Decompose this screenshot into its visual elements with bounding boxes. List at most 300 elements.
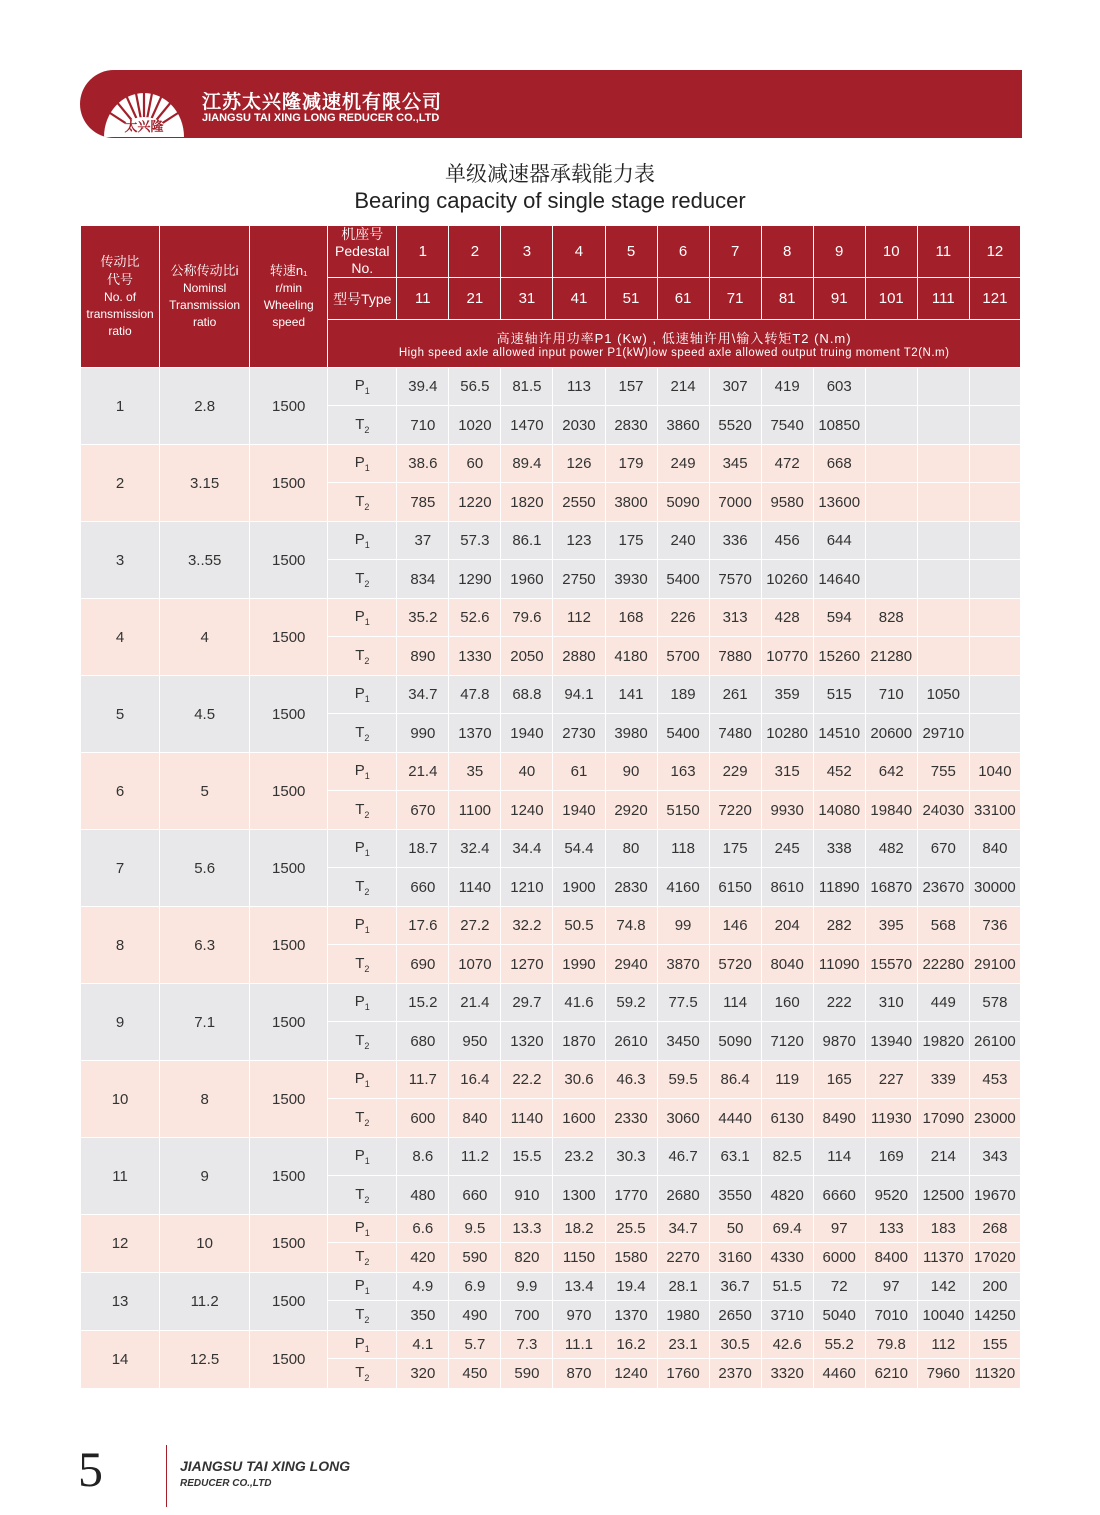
p1-value-cell: 74.8 [605,907,657,945]
t2-value-cell: 14640 [813,560,865,599]
p1-value-cell: 52.6 [449,599,501,637]
p1-value-cell: 69.4 [761,1215,813,1243]
t2-value-cell: 1140 [501,1099,553,1138]
header-pedestal-label: 机座号 Pedestal No. [328,226,397,278]
t2-value-cell: 4820 [761,1176,813,1215]
p1-label: $P_1$ [328,1331,397,1359]
t2-label: $T_2$ [328,637,397,676]
p1-value-cell: 395 [865,907,917,945]
table-row [81,907,1021,945]
t2-value-cell: 24030 [917,791,969,830]
t2-value-cell: 4180 [605,637,657,676]
t2-value-cell: 4440 [709,1099,761,1138]
p1-value-cell: 515 [813,676,865,714]
t2-value-cell: 3980 [605,714,657,753]
t2-value-cell: 320 [397,1359,449,1389]
p1-value-cell: 4.9 [397,1273,449,1301]
t2-value-cell: 20600 [865,714,917,753]
t2-value-cell: 5400 [657,714,709,753]
p1-label: $P_1$ [328,1061,397,1099]
t2-value-cell: 5520 [709,406,761,445]
p1-value-cell: 141 [605,676,657,714]
p1-value-cell: 670 [917,830,969,868]
p1-value-cell: 5.7 [449,1331,501,1359]
p1-value-cell: 578 [969,984,1020,1022]
p1-value-cell: 35.2 [397,599,449,637]
row-speed-cell: 1500 [250,907,328,984]
t2-value-cell: 2610 [605,1022,657,1061]
table-row [81,522,1021,560]
t2-value-cell [917,483,969,522]
p1-value-cell: 214 [657,368,709,406]
t2-label: $T_2$ [328,791,397,830]
t2-value-cell: 23000 [969,1099,1020,1138]
p1-value-cell: 449 [917,984,969,1022]
t2-value-cell: 11890 [813,868,865,907]
t2-value-cell: 1770 [605,1176,657,1215]
p1-value-cell: 840 [969,830,1020,868]
type-no: 111 [917,278,969,320]
p1-value-cell: 21.4 [397,753,449,791]
p1-value-cell: 38.6 [397,445,449,483]
p1-value-cell: 27.2 [449,907,501,945]
t2-value-cell: 7480 [709,714,761,753]
t2-value-cell: 4460 [813,1359,865,1389]
p1-value-cell: 175 [605,522,657,560]
t2-value-cell [865,406,917,445]
t2-value-cell: 14250 [969,1301,1020,1331]
row-no-cell: 4 [81,599,160,676]
p1-value-cell: 89.4 [501,445,553,483]
t2-value-cell: 2550 [553,483,605,522]
p1-value-cell: 282 [813,907,865,945]
table-row [81,1273,1021,1301]
t2-value-cell: 2730 [553,714,605,753]
t2-value-cell: 1940 [501,714,553,753]
p1-value-cell: 482 [865,830,917,868]
p1-value-cell [969,599,1020,637]
t2-value-cell [917,560,969,599]
table-row [81,830,1021,868]
t2-value-cell: 3860 [657,406,709,445]
pedestal-no: 7 [709,226,761,278]
row-speed-cell: 1500 [250,676,328,753]
p1-value-cell: 126 [553,445,605,483]
p1-value-cell: 72 [813,1273,865,1301]
t2-value-cell: 1150 [553,1243,605,1273]
t2-value-cell: 9520 [865,1176,917,1215]
t2-value-cell: 3710 [761,1301,813,1331]
p1-label: $P_1$ [328,445,397,483]
t2-value-cell: 17090 [917,1099,969,1138]
p1-value-cell [969,445,1020,483]
t2-value-cell: 3800 [605,483,657,522]
p1-value-cell: 28.1 [657,1273,709,1301]
t2-value-cell [865,483,917,522]
t2-value-cell: 350 [397,1301,449,1331]
t2-value-cell: 2370 [709,1359,761,1389]
row-ratio-cell: 5.6 [160,830,250,907]
p1-value-cell: 9.5 [449,1215,501,1243]
p1-value-cell: 1050 [917,676,969,714]
t2-value-cell: 785 [397,483,449,522]
row-ratio-cell: 4 [160,599,250,676]
t2-value-cell: 1900 [553,868,605,907]
p1-value-cell: 165 [813,1061,865,1099]
t2-label: $T_2$ [328,1099,397,1138]
p1-value-cell: 452 [813,753,865,791]
t2-value-cell: 10770 [761,637,813,676]
t2-value-cell: 420 [397,1243,449,1273]
p1-value-cell: 36.7 [709,1273,761,1301]
row-speed-cell: 1500 [250,753,328,830]
p1-value-cell: 668 [813,445,865,483]
pedestal-no: 5 [605,226,657,278]
p1-value-cell: 200 [969,1273,1020,1301]
logo-text: 太兴隆 [124,120,164,135]
t2-label: $T_2$ [328,868,397,907]
p1-value-cell [865,522,917,560]
row-ratio-cell: 10 [160,1215,250,1273]
row-ratio-cell: 7.1 [160,984,250,1061]
row-speed-cell: 1500 [250,1215,328,1273]
p1-value-cell: 642 [865,753,917,791]
t2-value-cell: 1870 [553,1022,605,1061]
t2-value-cell: 7570 [709,560,761,599]
p1-value-cell: 249 [657,445,709,483]
pedestal-no: 4 [553,226,605,278]
t2-value-cell: 7220 [709,791,761,830]
p1-value-cell: 41.6 [553,984,605,1022]
p1-value-cell: 113 [553,368,605,406]
row-no-cell: 7 [81,830,160,907]
p1-label: $P_1$ [328,522,397,560]
page-title-en: Bearing capacity of single stage reducer [354,188,746,213]
pedestal-no: 8 [761,226,813,278]
p1-value-cell: 339 [917,1061,969,1099]
p1-label: $P_1$ [328,676,397,714]
t2-value-cell: 2270 [657,1243,709,1273]
pedestal-no: 11 [917,226,969,278]
t2-value-cell: 9870 [813,1022,865,1061]
pedestal-no: 1 [397,226,449,278]
p1-value-cell: 46.7 [657,1138,709,1176]
t2-label: $T_2$ [328,1022,397,1061]
t2-value-cell: 22280 [917,945,969,984]
t2-value-cell: 5040 [813,1301,865,1331]
p1-value-cell: 40 [501,753,553,791]
t2-value-cell: 700 [501,1301,553,1331]
t2-value-cell: 3160 [709,1243,761,1273]
type-no: 81 [761,278,813,320]
t2-value-cell: 10280 [761,714,813,753]
p1-value-cell: 51.5 [761,1273,813,1301]
table-row [81,984,1021,1022]
t2-value-cell: 16870 [865,868,917,907]
row-no-cell: 6 [81,753,160,830]
p1-value-cell: 338 [813,830,865,868]
table-row [81,1061,1021,1099]
p1-value-cell: 32.2 [501,907,553,945]
t2-value-cell: 7960 [917,1359,969,1389]
p1-value-cell: 568 [917,907,969,945]
t2-value-cell: 6660 [813,1176,865,1215]
t2-value-cell: 8040 [761,945,813,984]
p1-value-cell: 226 [657,599,709,637]
t2-value-cell: 10260 [761,560,813,599]
t2-value-cell: 11930 [865,1099,917,1138]
p1-value-cell: 133 [865,1215,917,1243]
p1-value-cell: 42.6 [761,1331,813,1359]
t2-value-cell [917,406,969,445]
row-speed-cell: 1500 [250,445,328,522]
p1-value-cell: 30.6 [553,1061,605,1099]
p1-value-cell: 142 [917,1273,969,1301]
t2-value-cell: 8610 [761,868,813,907]
p1-label: $P_1$ [328,1215,397,1243]
p1-value-cell: 183 [917,1215,969,1243]
t2-label: $T_2$ [328,714,397,753]
t2-value-cell: 5090 [657,483,709,522]
p1-value-cell: 11.1 [553,1331,605,1359]
p1-label: $P_1$ [328,1138,397,1176]
p1-value-cell: 15.2 [397,984,449,1022]
p1-value-cell: 755 [917,753,969,791]
p1-value-cell: 30.3 [605,1138,657,1176]
footer-divider [166,1445,167,1507]
p1-value-cell: 86.1 [501,522,553,560]
t2-value-cell: 9580 [761,483,813,522]
p1-value-cell: 34.7 [657,1215,709,1243]
pedestal-no: 10 [865,226,917,278]
p1-value-cell: 114 [709,984,761,1022]
t2-value-cell: 1100 [449,791,501,830]
p1-value-cell: 8.6 [397,1138,449,1176]
p1-value-cell: 86.4 [709,1061,761,1099]
table-row [81,1138,1021,1176]
p1-value-cell: 13.3 [501,1215,553,1243]
type-no: 21 [449,278,501,320]
t2-value-cell: 19840 [865,791,917,830]
t2-value-cell: 17020 [969,1243,1020,1273]
row-ratio-cell: 5 [160,753,250,830]
type-no: 41 [553,278,605,320]
t2-value-cell: 10040 [917,1301,969,1331]
p1-value-cell [917,522,969,560]
t2-value-cell: 19670 [969,1176,1020,1215]
t2-value-cell: 690 [397,945,449,984]
table-row [81,368,1021,406]
type-no: 101 [865,278,917,320]
t2-value-cell [969,714,1020,753]
p1-value-cell: 456 [761,522,813,560]
p1-value-cell: 15.5 [501,1138,553,1176]
p1-label: $P_1$ [328,907,397,945]
table-row [81,753,1021,791]
t2-value-cell: 1990 [553,945,605,984]
t2-value-cell: 1140 [449,868,501,907]
t2-value-cell: 2920 [605,791,657,830]
t2-value-cell: 7010 [865,1301,917,1331]
pedestal-no: 9 [813,226,865,278]
t2-value-cell: 8490 [813,1099,865,1138]
p1-value-cell: 34.7 [397,676,449,714]
row-ratio-cell: 8 [160,1061,250,1138]
header-units-subheader [328,320,1021,368]
t2-value-cell: 14510 [813,714,865,753]
row-no-cell: 3 [81,522,160,599]
p1-value-cell: 453 [969,1061,1020,1099]
t2-value-cell: 1960 [501,560,553,599]
t2-value-cell: 30000 [969,868,1020,907]
p1-value-cell: 160 [761,984,813,1022]
p1-value-cell: 97 [865,1273,917,1301]
t2-value-cell: 3060 [657,1099,709,1138]
p1-value-cell [917,368,969,406]
footer-company-line2: REDUCER CO.,LTD [180,1478,272,1489]
p1-value-cell: 50.5 [553,907,605,945]
p1-value-cell: 710 [865,676,917,714]
table-row [81,1215,1021,1243]
t2-value-cell: 670 [397,791,449,830]
p1-value-cell: 23.2 [553,1138,605,1176]
row-ratio-cell: 4.5 [160,676,250,753]
p1-value-cell: 594 [813,599,865,637]
t2-value-cell: 5090 [709,1022,761,1061]
t2-value-cell: 2830 [605,406,657,445]
company-name-cn: 江苏太兴隆减速机有限公司 [202,91,443,113]
t2-value-cell: 450 [449,1359,501,1389]
header-banner [80,70,1022,138]
t2-value-cell: 2030 [553,406,605,445]
row-speed-cell: 1500 [250,1061,328,1138]
t2-value-cell: 19820 [917,1022,969,1061]
p1-value-cell: 175 [709,830,761,868]
t2-value-cell: 10850 [813,406,865,445]
t2-value-cell: 680 [397,1022,449,1061]
t2-value-cell: 600 [397,1099,449,1138]
p1-value-cell: 419 [761,368,813,406]
p1-value-cell: 472 [761,445,813,483]
p1-value-cell: 315 [761,753,813,791]
p1-value-cell [969,368,1020,406]
bearing-capacity-table [80,225,1021,1389]
t2-value-cell: 660 [449,1176,501,1215]
p1-value-cell: 61 [553,753,605,791]
row-no-cell: 2 [81,445,160,522]
t2-value-cell: 13600 [813,483,865,522]
t2-value-cell: 2330 [605,1099,657,1138]
p1-value-cell: 428 [761,599,813,637]
p1-label: $P_1$ [328,1273,397,1301]
t2-value-cell: 1070 [449,945,501,984]
t2-label: $T_2$ [328,1176,397,1215]
table-body [81,368,1021,1389]
row-ratio-cell: 12.5 [160,1331,250,1389]
row-speed-cell: 1500 [250,1331,328,1389]
p1-label: $P_1$ [328,368,397,406]
p1-label: $P_1$ [328,753,397,791]
type-no: 31 [501,278,553,320]
t2-value-cell [917,637,969,676]
page-number: 5 [78,1441,103,1497]
p1-value-cell: 163 [657,753,709,791]
type-no: 11 [397,278,449,320]
t2-value-cell: 1370 [449,714,501,753]
row-no-cell: 14 [81,1331,160,1389]
p1-value-cell: 59.2 [605,984,657,1022]
t2-value-cell: 12500 [917,1176,969,1215]
p1-value-cell: 6.6 [397,1215,449,1243]
row-no-cell: 8 [81,907,160,984]
t2-value-cell: 1240 [501,791,553,830]
p1-value-cell: 603 [813,368,865,406]
type-no: 51 [605,278,657,320]
p1-value-cell: 112 [553,599,605,637]
p1-value-cell: 60 [449,445,501,483]
p1-value-cell: 16.2 [605,1331,657,1359]
t2-value-cell: 15260 [813,637,865,676]
type-no: 61 [657,278,709,320]
p1-value-cell: 313 [709,599,761,637]
t2-value-cell: 5700 [657,637,709,676]
t2-value-cell: 834 [397,560,449,599]
p1-value-cell [865,445,917,483]
pedestal-no: 12 [969,226,1020,278]
table-row [81,1331,1021,1359]
t2-value-cell: 13940 [865,1022,917,1061]
t2-value-cell [969,406,1020,445]
row-no-cell: 12 [81,1215,160,1273]
t2-value-cell: 2680 [657,1176,709,1215]
row-ratio-cell: 6.3 [160,907,250,984]
p1-label: $P_1$ [328,830,397,868]
row-no-cell: 1 [81,368,160,445]
p1-value-cell: 7.3 [501,1331,553,1359]
header-nominal-ratio: 公称传动比i Nominsl Transmission ratio [160,226,250,368]
p1-value-cell: 50 [709,1215,761,1243]
p1-value-cell: 168 [605,599,657,637]
p1-value-cell: 1040 [969,753,1020,791]
t2-value-cell: 7120 [761,1022,813,1061]
t2-label: $T_2$ [328,406,397,445]
p1-value-cell: 82.5 [761,1138,813,1176]
p1-value-cell: 25.5 [605,1215,657,1243]
t2-label: $T_2$ [328,560,397,599]
t2-value-cell: 23670 [917,868,969,907]
t2-value-cell [865,560,917,599]
p1-value-cell: 16.4 [449,1061,501,1099]
t2-value-cell: 490 [449,1301,501,1331]
p1-value-cell: 4.1 [397,1331,449,1359]
t2-value-cell: 870 [553,1359,605,1389]
t2-value-cell: 1330 [449,637,501,676]
row-no-cell: 13 [81,1273,160,1331]
row-speed-cell: 1500 [250,368,328,445]
t2-value-cell [969,560,1020,599]
p1-value-cell: 19.4 [605,1273,657,1301]
t2-value-cell: 21280 [865,637,917,676]
t2-value-cell: 7000 [709,483,761,522]
t2-value-cell: 5400 [657,560,709,599]
t2-value-cell: 2830 [605,868,657,907]
t2-value-cell: 1760 [657,1359,709,1389]
row-no-cell: 10 [81,1061,160,1138]
p1-value-cell: 21.4 [449,984,501,1022]
p1-value-cell: 77.5 [657,984,709,1022]
t2-label: $T_2$ [328,1359,397,1389]
t2-value-cell: 14080 [813,791,865,830]
